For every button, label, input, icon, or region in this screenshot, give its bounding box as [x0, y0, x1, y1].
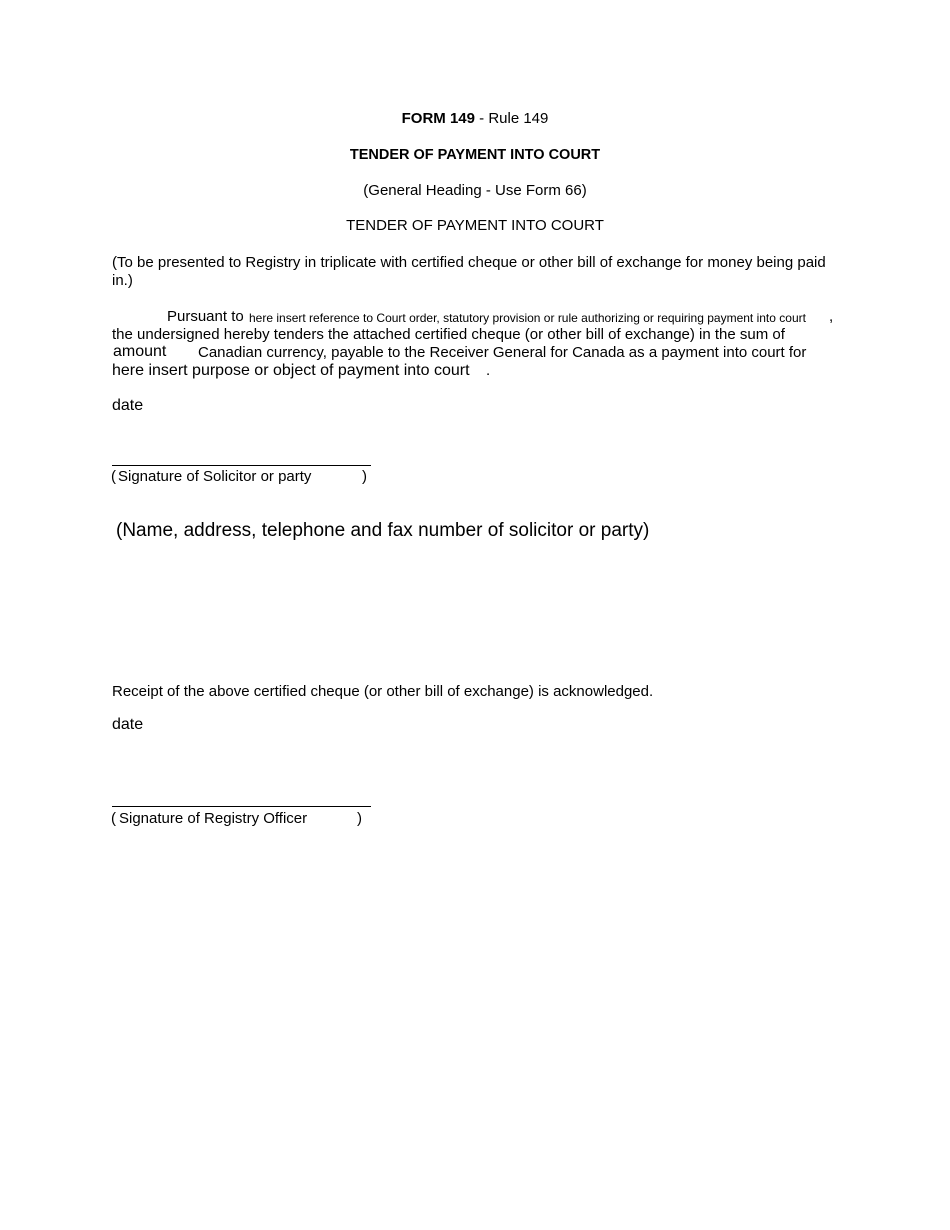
- registry-signature-open-paren: (: [111, 810, 116, 827]
- solicitor-signature-line[interactable]: [112, 465, 371, 466]
- solicitor-signature-open-paren: (: [111, 468, 116, 485]
- registry-signature-label: Signature of Registry Officer: [119, 810, 308, 827]
- amount-field[interactable]: amount: [113, 343, 167, 360]
- reference-comma: ,: [829, 308, 834, 325]
- form-subtitle: TENDER OF PAYMENT INTO COURT: [346, 217, 604, 234]
- form-title: TENDER OF PAYMENT INTO COURT: [349, 147, 601, 163]
- pursuant-to-label: Pursuant to: [167, 308, 244, 325]
- solicitor-contact-field[interactable]: (Name, address, telephone and fax number of solicitor or party): [116, 520, 650, 541]
- form-number: FORM 149: [401, 110, 475, 127]
- form-heading: [0, 110, 950, 127]
- registry-signature-line[interactable]: [112, 806, 371, 807]
- currency-statement: Canadian currency, payable to the Receiver General for Canada as a payment into court for: [198, 344, 807, 361]
- presentation-instructions: (To be presented to Registry in triplicate with certified cheque or other bill of exchange for money being paid in.): [112, 254, 826, 289]
- rule-number: - Rule 149: [479, 110, 549, 127]
- receipt-acknowledgement: Receipt of the above certified cheque (or other bill of exchange) is acknowledged.: [112, 683, 654, 700]
- purpose-field[interactable]: here insert purpose or object of payment into court: [112, 362, 470, 379]
- solicitor-signature-close-paren: ): [362, 468, 367, 485]
- solicitor-signature-label: Signature of Solicitor or party: [118, 468, 312, 485]
- registry-signature-close-paren: ): [357, 810, 362, 827]
- reference-field[interactable]: here insert reference to Court order, statutory provision or rule authorizing or requiring payment into court: [249, 311, 806, 325]
- tender-statement-line: the undersigned hereby tenders the attached certified cheque (or other bill of exchange) in the sum of: [112, 326, 785, 343]
- receipt-date-field[interactable]: date: [112, 716, 144, 733]
- tender-date-field[interactable]: date: [112, 397, 144, 414]
- purpose-period: .: [486, 362, 491, 379]
- general-heading-note: (General Heading - Use Form 66): [363, 182, 587, 199]
